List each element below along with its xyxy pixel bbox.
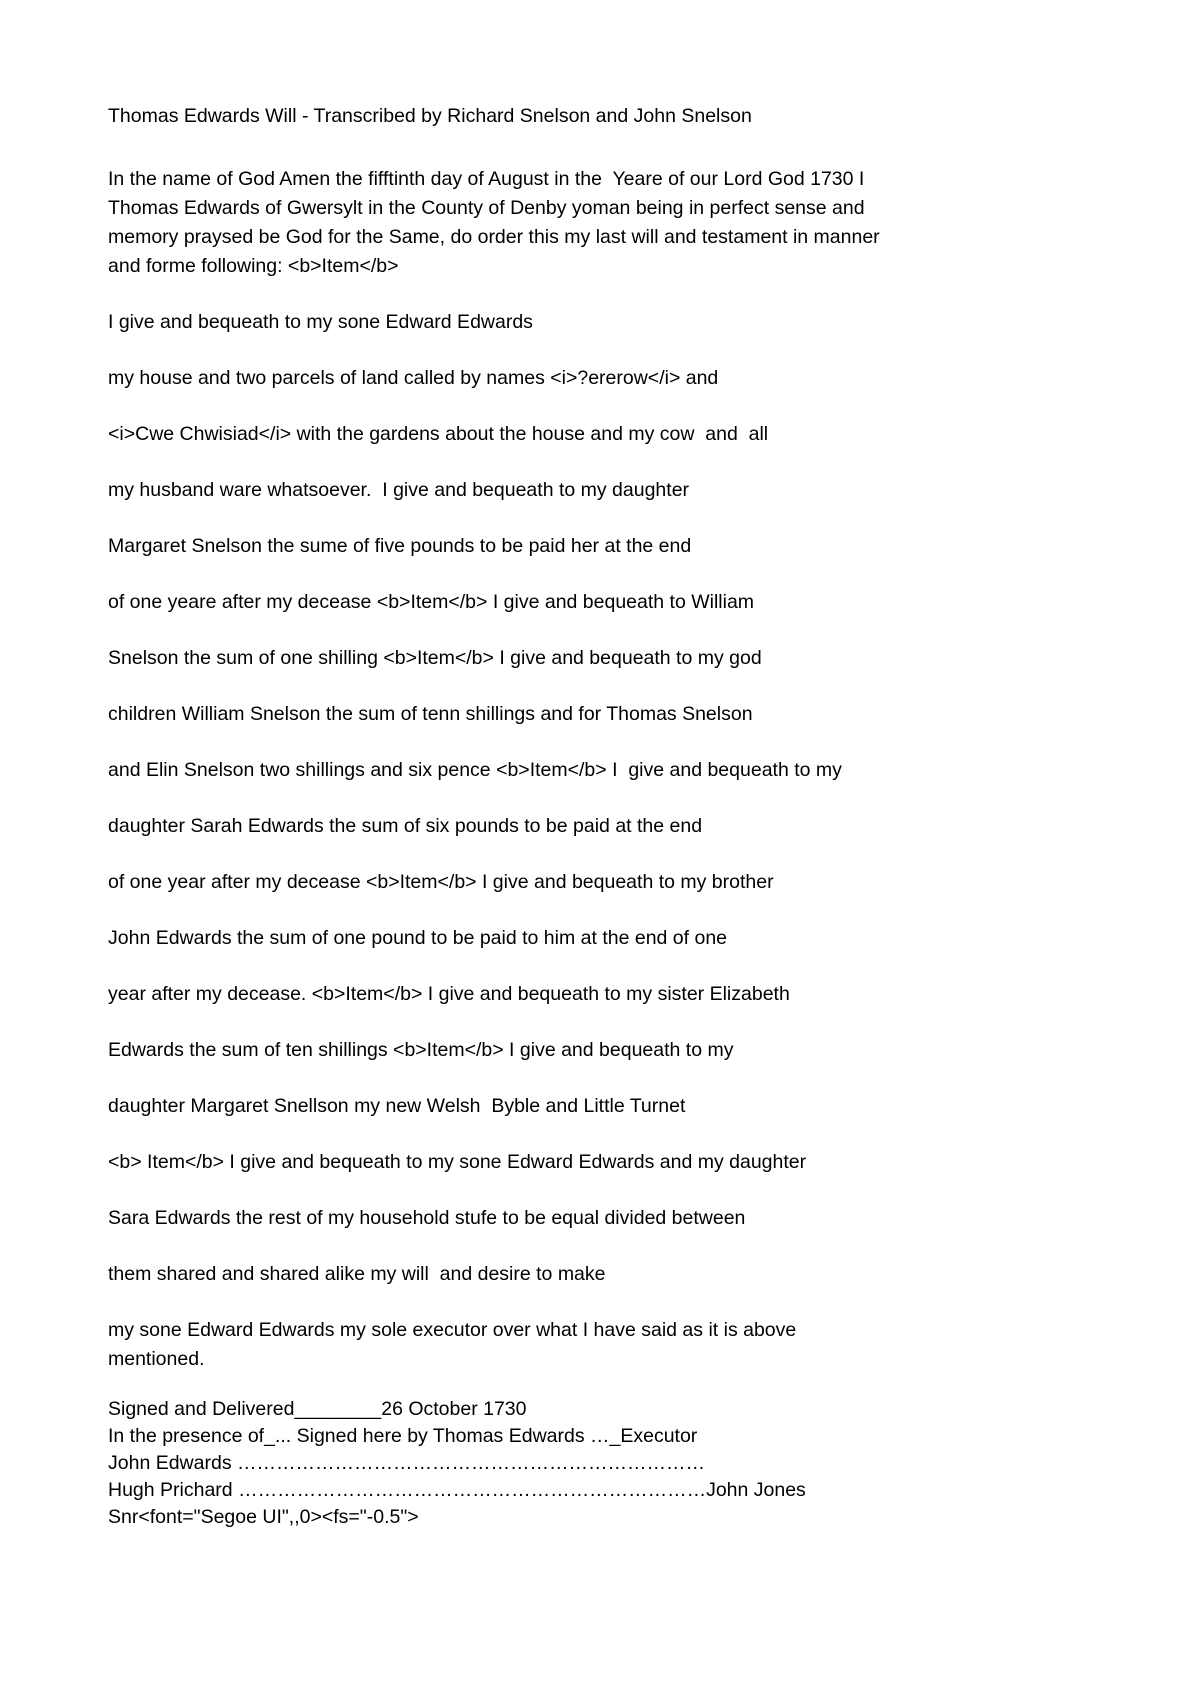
text-line: and forme following: <b>Item</b>	[108, 255, 399, 277]
text-line: my sone Edward Edwards my sole executor over what I have said as it is above	[108, 1319, 797, 1341]
text-line: I give and bequeath to my sone Edward Edwards	[108, 311, 533, 333]
text-line: memory praysed be God for the Same, do order this my last will and testament in manner	[108, 226, 880, 248]
text-line: Margaret Snelson the sume of five pounds to be paid her at the end	[108, 535, 692, 557]
text-line: my husband ware whatsoever. I give and bequeath to my daughter	[108, 479, 690, 501]
intro-paragraph	[108, 165, 1150, 281]
signature-block	[108, 1396, 1150, 1531]
text-line: and Elin Snelson two shillings and six pence <b>Item</b> I give and bequeath to my	[108, 759, 842, 781]
text-line: Edwards the sum of ten shillings <b>Item</b> I give and bequeath to my	[108, 1039, 734, 1061]
text-line: of one yeare after my decease <b>Item</b> I give and bequeath to William	[108, 591, 755, 613]
closing-paragraph	[108, 1316, 1150, 1374]
bequest-lines	[108, 308, 1150, 1289]
text-line: Hugh Prichard ………………………………………………………………John Jones	[108, 1479, 806, 1501]
text-line: John Edwards ………………………………………………………………	[108, 1452, 705, 1474]
text-line: daughter Sarah Edwards the sum of six pounds to be paid at the end	[108, 815, 703, 837]
text-line: year after my decease. <b>Item</b> I give and bequeath to my sister Elizabeth	[108, 983, 790, 1005]
text-line: mentioned.	[108, 1348, 205, 1370]
text-line: them shared and shared alike my will and desire to make	[108, 1263, 606, 1285]
text-line: John Edwards the sum of one pound to be paid to him at the end of one	[108, 927, 728, 949]
text-line: In the presence of_... Signed here by Thomas Edwards …_Executor	[108, 1425, 698, 1447]
text-line: Snelson the sum of one shilling <b>Item</b> I give and bequeath to my god	[108, 647, 762, 669]
text-line: Signed and Delivered________26 October 1730	[108, 1398, 527, 1420]
text-line: In the name of God Amen the fifftinth day of August in the Yeare of our Lord God 1730 I	[108, 168, 865, 190]
document-title: Thomas Edwards Will - Transcribed by Richard Snelson and John Snelson	[108, 105, 752, 127]
text-line: children William Snelson the sum of tenn shillings and for Thomas Snelson	[108, 703, 753, 725]
text-line: daughter Margaret Snellson my new Welsh Byble and Little Turnet	[108, 1095, 686, 1117]
text-line: Snr<font="Segoe UI",,0><fs="-0.5">	[108, 1506, 419, 1528]
text-line: <i>Cwe Chwisiad</i> with the gardens about the house and my cow and all	[108, 423, 769, 445]
text-line: Sara Edwards the rest of my household stufe to be equal divided between	[108, 1207, 746, 1229]
text-line: my house and two parcels of land called by names <i>?ererow</i> and	[108, 367, 719, 389]
text-line: Thomas Edwards of Gwersylt in the County of Denby yoman being in perfect sense and	[108, 197, 865, 219]
text-line: <b> Item</b> I give and bequeath to my sone Edward Edwards and my daughter	[108, 1151, 807, 1173]
text-line: of one year after my decease <b>Item</b> I give and bequeath to my brother	[108, 871, 774, 893]
